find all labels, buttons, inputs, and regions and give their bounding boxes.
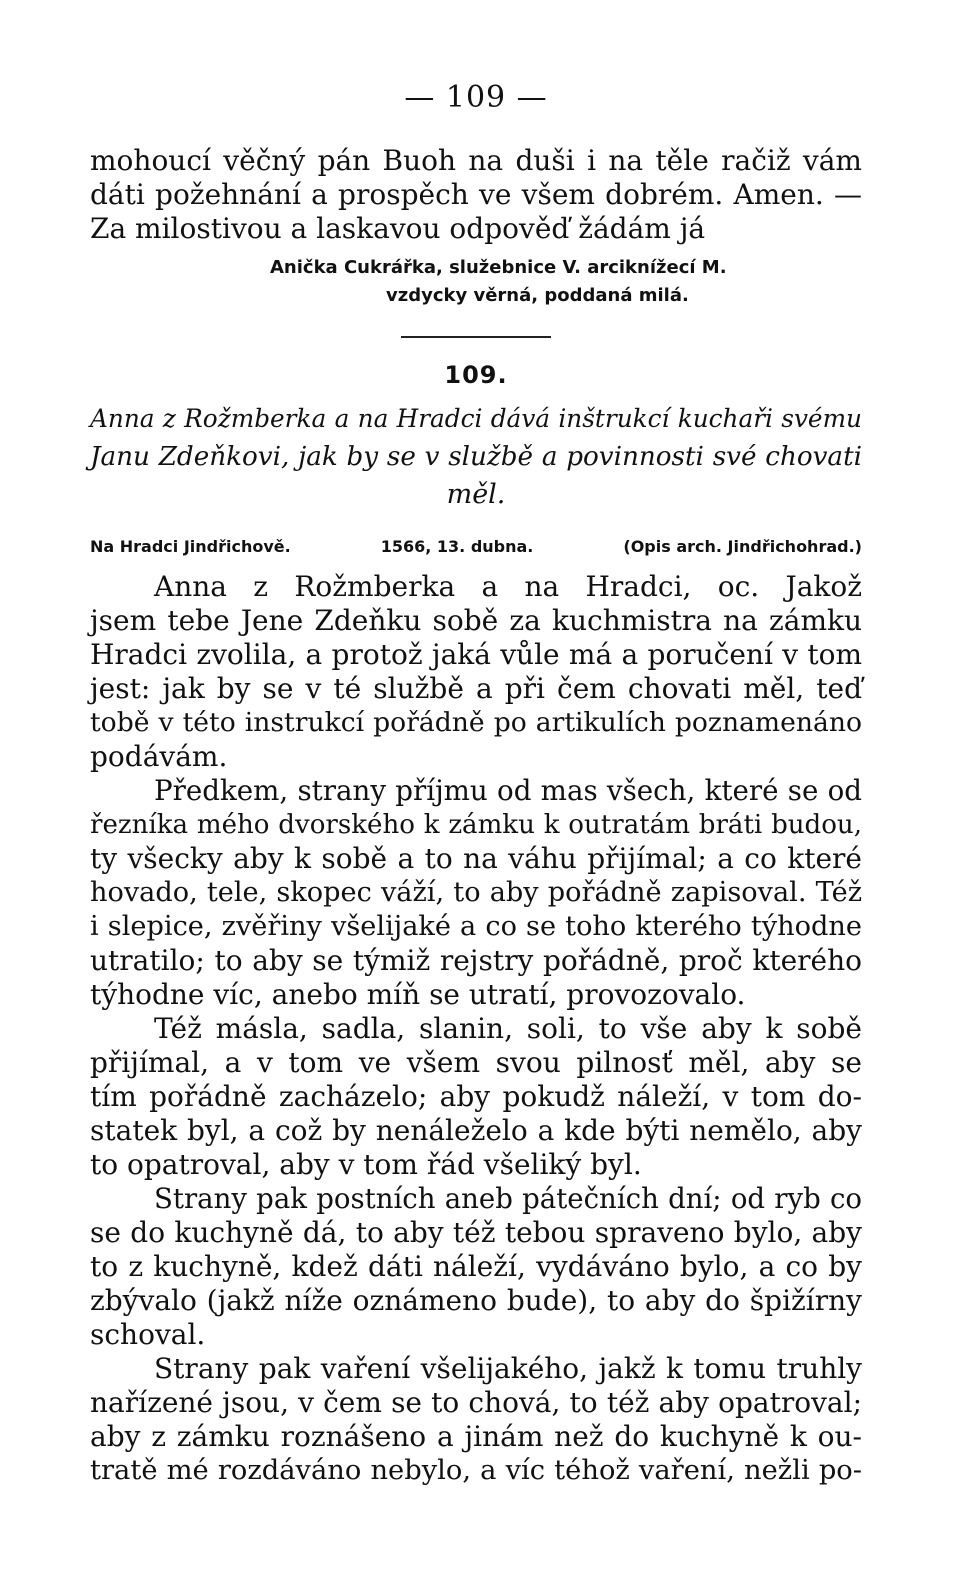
paragraph xyxy=(90,1352,862,1488)
text-line: schoval. xyxy=(90,1318,206,1351)
text-line: týhodne víc, anebo míň se utratí, provozovalo. xyxy=(90,978,746,1011)
text-line: to opatroval, aby v tom řád všeliký byl. xyxy=(90,1148,642,1181)
text-line: aby z zámku roznášeno a jinám než do kuchyně k ou- xyxy=(90,1420,862,1453)
text-line: se do kuchyně dá, to aby též tebou spraveno bylo, aby xyxy=(90,1216,862,1249)
intro-text xyxy=(90,144,862,246)
text-line: Strany pak postních aneb pátečních dní; od ryb co xyxy=(154,1182,862,1215)
text-line: Za milostivou a laskavou odpověď žádám já xyxy=(90,212,706,245)
heading-line: měl. xyxy=(446,479,506,510)
text-line: řezníka mého dvorského k zámku k outratám bráti budou, xyxy=(90,810,862,840)
source-meta xyxy=(90,532,862,562)
text-line: mohoucí věčný pán Buoh na duši i na těle račiž vám xyxy=(90,144,862,177)
paragraph xyxy=(90,570,862,774)
section-divider xyxy=(401,336,551,338)
document-page xyxy=(90,78,862,1488)
heading-line: Anna z Rožmberka a na Hradci dává inštrukcí kuchaři svému xyxy=(90,404,862,433)
paragraph xyxy=(90,774,862,1012)
paragraph xyxy=(90,1012,862,1182)
source-date: 1566, 13. dubna. xyxy=(380,537,534,556)
text-line: Též másla, sadla, slanin, soli, to vše aby k sobě xyxy=(154,1012,862,1045)
text-line: tím pořádně zacházelo; aby pokudž náleží, v tom do- xyxy=(90,1080,862,1113)
text-line: podávám. xyxy=(90,740,228,773)
signature-line-2: vzdycky věrná, poddaná milá. xyxy=(386,285,689,306)
document-heading xyxy=(90,400,862,514)
text-line: i slepice, zvěřiny všelijaké a co se toho kterého týhodne xyxy=(90,911,862,942)
text-line: dáti požehnání a prospěch ve všem dobrém. Amen. — xyxy=(90,178,862,211)
text-line: ty všecky aby k sobě a to na váhu přijímal; a co které xyxy=(90,842,862,875)
text-line: zbývalo (jakž níže oznámeno bude), to aby do špižírny xyxy=(90,1284,862,1317)
text-line: utratilo; to aby se týmiž rejstry pořádně, proč kterého xyxy=(90,944,862,977)
text-line: Strany pak vaření všelijakého, jakž k tomu truhly xyxy=(154,1352,862,1385)
page-number: — 109 — xyxy=(404,80,548,115)
document-number: 109. xyxy=(444,361,508,389)
text-line: jsem tebe Jene Zdeňku sobě za kuchmistra na zámku xyxy=(90,604,862,637)
text-line: jest: jak by se v té službě a při čem chovati měl, teď xyxy=(90,672,862,705)
text-line: tobě v této instrukcí pořádně po artikulích poznamenáno xyxy=(90,707,862,738)
signature-line-1: Anička Cukrářka, služebnice V. arciknížecí M. xyxy=(270,257,727,278)
document-body xyxy=(90,570,862,1488)
text-line: statek byl, a což by nenáleželo a kde býti nemělo, aby xyxy=(90,1114,862,1147)
source-place: Na Hradci Jindřichově. xyxy=(90,537,291,556)
text-line: Anna z Rožmberka a na Hradci, oc. Jakož xyxy=(154,570,862,603)
text-line: nařízené jsou, v čem se to chová, to též aby opatroval; xyxy=(90,1386,862,1419)
text-line: Hradci zvolila, a protož jaká vůle má a poručení v tom xyxy=(90,638,862,671)
text-line: hovado, tele, skopec váží, to aby pořádně zapisoval. Též xyxy=(90,877,862,908)
heading-line: Janu Zdeňkovi, jak by se v službě a povinnosti své chovati xyxy=(90,442,862,472)
text-line: tratě mé rozdáváno nebylo, a víc téhož vaření, nežli po- xyxy=(90,1455,862,1486)
source-archive: (Opis arch. Jindřichohrad.) xyxy=(623,537,862,556)
text-line: Předkem, strany příjmu od mas všech, které se od xyxy=(154,774,862,807)
paragraph xyxy=(90,1182,862,1352)
text-line: to z kuchyně, kdež dáti náleží, vydáváno bylo, a co by xyxy=(90,1250,862,1283)
text-line: přijímal, a v tom ve všem svou pilnosť měl, aby se xyxy=(90,1046,862,1079)
